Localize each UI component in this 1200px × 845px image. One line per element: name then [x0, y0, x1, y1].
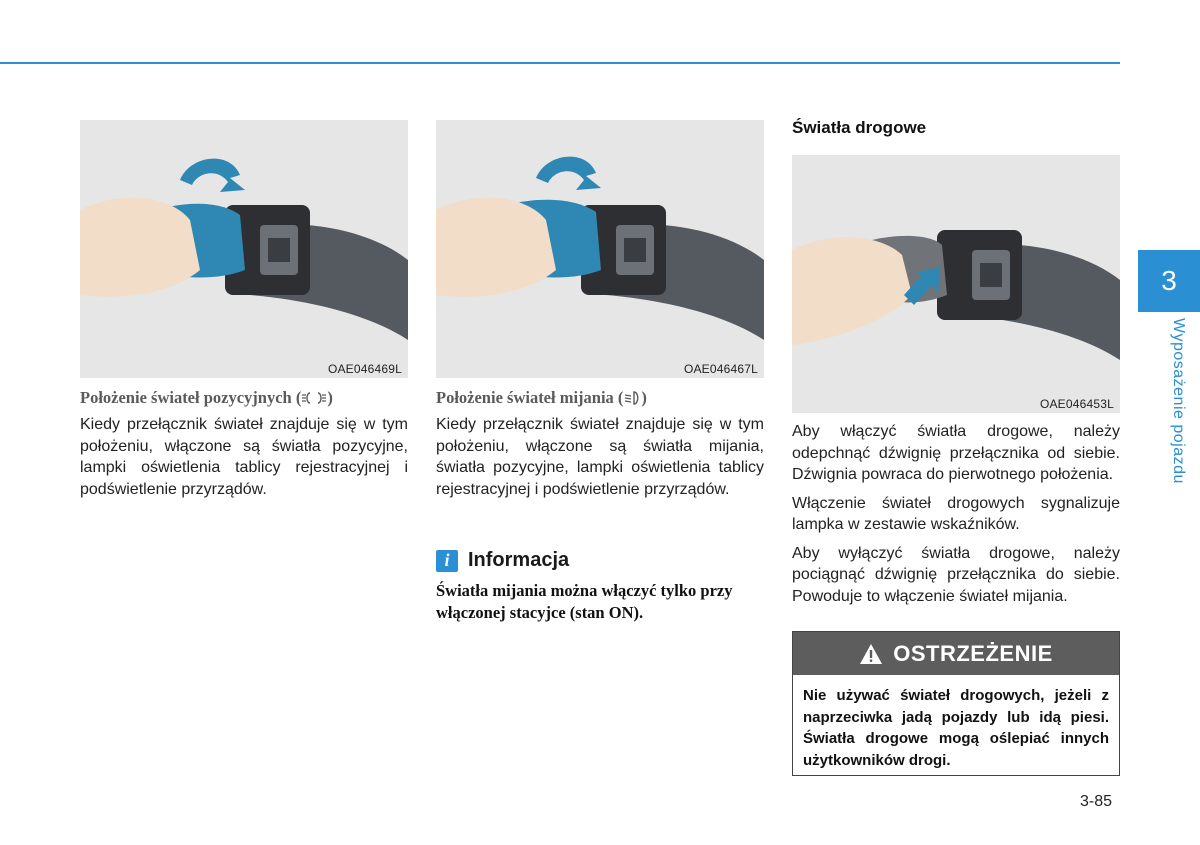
info-heading: [436, 549, 569, 572]
info-icon: i: [436, 550, 458, 572]
text-low-beam: Kiedy przełącznik świateł znajduje się w tym położeniu, włączone są światła mijania, światła pozycyjne, lampki oświetlenia tablicy rejestracyjnej i podświetlenie przyrządów.: [436, 416, 764, 498]
warning-text: Nie używać świateł drogowych, jeżeli z naprzeciwka jadą pojazdy lub idą piesi. Światła drogowe mogą oślepiać innych użytkowników drogi.: [803, 687, 1109, 769]
heading-text: Położenie świateł mijania (: [436, 388, 624, 407]
heading-text: Położenie świateł pozycyjnych (: [80, 388, 302, 407]
section-title-high-beam: Światła drogowe: [792, 118, 927, 137]
text-high-beam: [792, 421, 1120, 607]
stalk-illustration: [792, 155, 1120, 413]
warning-title: OSTRZEŻENIE: [893, 640, 1053, 666]
stalk-illustration: [80, 120, 408, 378]
figure-code: OAE046467L: [683, 362, 758, 376]
paragraph-3: Aby wyłączyć światła drogowe, należy pociągnąć dźwignię przełącznika do siebie. Powoduje to włączenie świateł mijania.: [792, 544, 1120, 605]
position-light-icon: [301, 390, 327, 410]
stalk-illustration: [436, 120, 764, 378]
info-title: Informacja: [468, 549, 570, 571]
warning-box: [792, 631, 1120, 776]
figure-code: OAE046469L: [327, 362, 402, 376]
text-position-lights: Kiedy przełącznik świateł znajduje się w tym położeniu, włączone są światła pozycyjne, lampki oświetlenia tablicy rejestracyjnej i podświetlenie przyrządów.: [80, 416, 408, 498]
page-number: 3-85: [1080, 793, 1113, 810]
warning-icon: [859, 643, 883, 665]
chapter-tab: 3: [1138, 250, 1200, 312]
figure-code: OAE046453L: [1039, 397, 1114, 411]
heading-close: ): [327, 388, 333, 407]
figure-position-lights: [80, 120, 408, 378]
paragraph-2: Włączenie świateł drogowych sygnalizuje lampka w zestawie wskaźników.: [792, 494, 1120, 533]
figure-low-beam: [436, 120, 764, 378]
paragraph-1: Aby włączyć światła drogowe, należy odepchnąć dźwignię przełącznika od siebie. Dźwignia powraca do pierwotnego położenia.: [792, 423, 1120, 483]
low-beam-icon: [623, 390, 641, 410]
chapter-label: Wyposażenie pojazdu: [1170, 318, 1187, 484]
info-text: Światła mijania można włączyć tylko przy włączonej stacyjce (stan ON).: [436, 581, 733, 622]
figure-high-beam: [792, 155, 1120, 413]
warning-header: [793, 632, 1119, 675]
top-rule: [0, 62, 1120, 64]
heading-position-lights: [80, 388, 333, 410]
heading-close: ): [641, 388, 647, 407]
heading-low-beam: [436, 388, 647, 410]
